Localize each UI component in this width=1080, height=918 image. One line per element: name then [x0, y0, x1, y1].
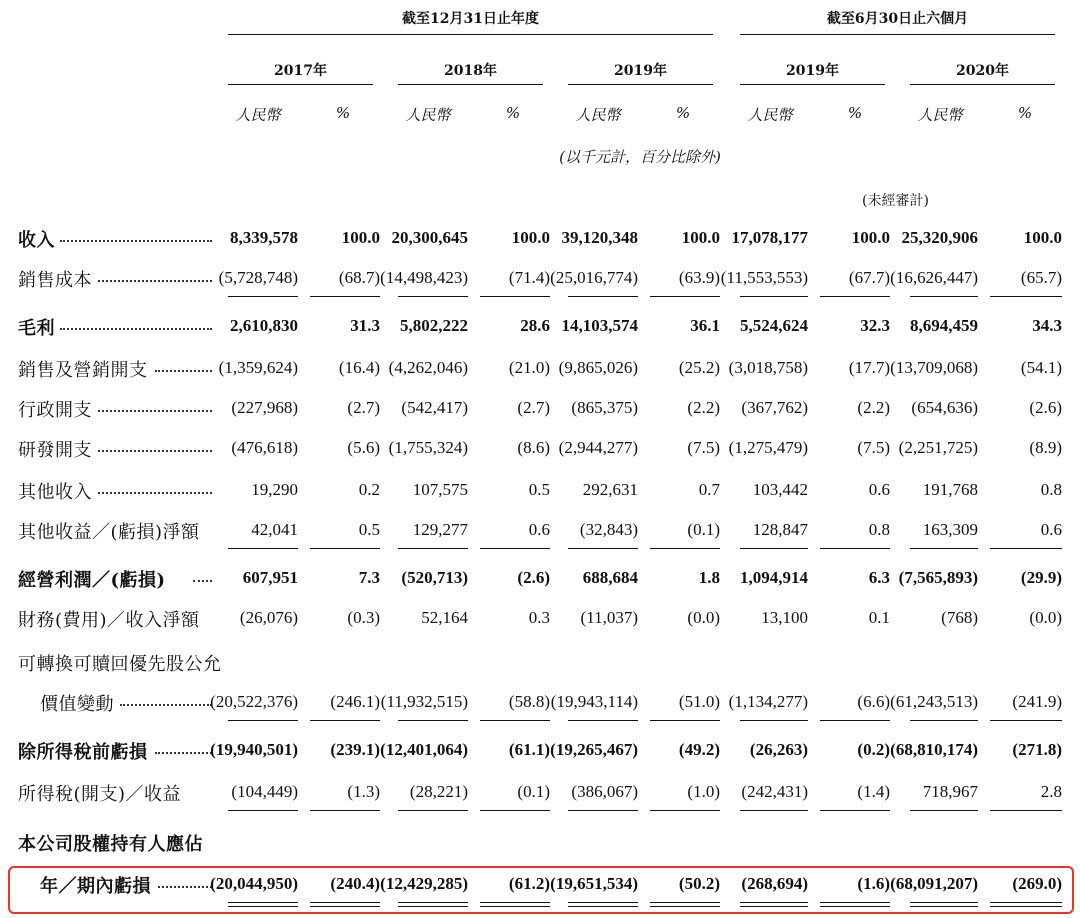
table-cell: 42,041	[251, 520, 298, 539]
table-cell: 0.8	[868, 520, 890, 539]
row-label: 毛利	[18, 318, 55, 339]
table-cell: (2.2)	[857, 398, 890, 417]
table-cell: 2.8	[1040, 782, 1062, 801]
subtotal-rule	[990, 810, 1062, 811]
subtotal-rule	[990, 720, 1062, 721]
row-label: 銷售及營銷開支	[18, 360, 148, 381]
unaudited-note: (未經審計)	[862, 193, 929, 209]
period-six-months-rule	[740, 34, 1055, 35]
table-cell: 0.5	[358, 520, 380, 539]
table-cell: 1.8	[698, 568, 720, 587]
table-cell: (11,037)	[580, 608, 638, 627]
highlight-box	[8, 866, 1074, 914]
table-cell: 129,277	[412, 520, 468, 539]
row-label: 年／期內虧損	[40, 876, 151, 897]
table-cell: (0.2)	[857, 740, 890, 759]
subtotal-rule	[740, 548, 808, 549]
table-cell: (17.7)	[848, 358, 890, 377]
table-cell: (16.4)	[338, 358, 380, 377]
row-label: 本公司股權持有人應佔	[18, 834, 203, 855]
table-cell: 100.0	[511, 228, 550, 247]
table-cell: (1.3)	[347, 782, 380, 801]
subtotal-rule	[228, 548, 298, 549]
table-cell: 17,078,177	[731, 228, 808, 247]
year-rule	[568, 84, 713, 85]
year-2017: 2017年	[274, 63, 327, 79]
table-cell: (5,728,748)	[218, 268, 298, 287]
table-cell: (2,944,277)	[558, 438, 638, 457]
table-cell: (6.6)	[857, 692, 890, 711]
percent-label: %	[847, 104, 863, 122]
subtotal-rule	[398, 810, 468, 811]
row-label: 研發開支	[18, 440, 92, 461]
table-cell: 0.3	[528, 608, 550, 627]
table-cell: (2.7)	[517, 398, 550, 417]
subtotal-rule	[910, 720, 978, 721]
table-cell: (51.0)	[678, 692, 720, 711]
table-cell: (1,755,324)	[388, 438, 468, 457]
subtotal-rule	[480, 296, 550, 297]
subtotal-rule	[228, 296, 298, 297]
table-cell: 25,320,906	[901, 228, 978, 247]
table-cell: (1.4)	[857, 782, 890, 801]
row-label: 其他收入	[18, 482, 92, 503]
table-cell: (240.4)	[330, 874, 380, 893]
table-cell: 128,847	[752, 520, 808, 539]
table-cell: (2.7)	[347, 398, 380, 417]
table-cell: (19,265,467)	[550, 740, 638, 759]
subtotal-rule	[480, 720, 550, 721]
table-cell: (0.0)	[687, 608, 720, 627]
table-cell: (19,940,501)	[210, 740, 298, 759]
year-2020: 2020年	[956, 63, 1009, 79]
table-cell: (68,091,207)	[890, 874, 978, 893]
table-cell: 19,290	[251, 480, 298, 499]
table-cell: 718,967	[922, 782, 978, 801]
table-cell: (3,018,758)	[728, 358, 808, 377]
period-annual-rule	[228, 34, 713, 35]
table-cell: (61.1)	[508, 740, 550, 759]
table-cell: (1,134,277)	[728, 692, 808, 711]
year-2019-annual: 2019年	[614, 63, 667, 79]
year-rule	[740, 84, 885, 85]
subtotal-rule	[568, 810, 638, 811]
subtotal-rule	[398, 296, 468, 297]
table-cell: (520,713)	[401, 568, 468, 587]
table-cell: 6.3	[868, 568, 890, 587]
table-cell: (61.2)	[508, 874, 550, 893]
table-cell: 28.6	[520, 316, 550, 335]
table-cell: (65.7)	[1020, 268, 1062, 287]
row-label: 銷售成本	[18, 270, 92, 291]
table-cell: (246.1)	[330, 692, 380, 711]
table-cell: (11,932,515)	[380, 692, 468, 711]
table-cell: (29.9)	[1020, 568, 1062, 587]
table-cell: (58.8)	[508, 692, 550, 711]
table-cell: (0.0)	[1029, 608, 1062, 627]
table-cell: 0.6	[528, 520, 550, 539]
table-cell: (14,498,423)	[380, 268, 468, 287]
table-cell: (8.9)	[1029, 438, 1062, 457]
table-cell: (227,968)	[231, 398, 298, 417]
subtotal-rule	[398, 720, 468, 721]
table-cell: (49.2)	[678, 740, 720, 759]
subtotal-rule	[310, 810, 380, 811]
table-cell: 191,768	[922, 480, 978, 499]
table-cell: (68.7)	[338, 268, 380, 287]
subtotal-rule	[820, 810, 890, 811]
subtotal-rule	[228, 720, 298, 721]
unit-note: (以千元計，百分比除外)	[559, 148, 721, 166]
table-cell: (2.2)	[687, 398, 720, 417]
table-cell: (12,401,064)	[380, 740, 468, 759]
year-rule	[228, 84, 373, 85]
table-cell: (865,375)	[571, 398, 638, 417]
subtotal-rule	[820, 548, 890, 549]
table-cell: 2,610,830	[230, 316, 298, 335]
table-cell: (271.8)	[1012, 740, 1062, 759]
table-cell: (0.3)	[347, 608, 380, 627]
table-cell: (2.6)	[1029, 398, 1062, 417]
subtotal-rule	[480, 548, 550, 549]
year-rule	[910, 84, 1055, 85]
percent-label: %	[1017, 104, 1033, 122]
table-cell: (1,359,624)	[218, 358, 298, 377]
table-cell: (654,636)	[911, 398, 978, 417]
subtotal-rule	[310, 720, 380, 721]
currency-label: 人民幣	[405, 106, 451, 124]
subtotal-rule	[910, 296, 978, 297]
table-cell: (0.1)	[687, 520, 720, 539]
table-cell: (104,449)	[231, 782, 298, 801]
table-cell: 0.6	[1040, 520, 1062, 539]
table-cell: (20,044,950)	[210, 874, 298, 893]
table-cell: (542,417)	[401, 398, 468, 417]
table-cell: (386,067)	[571, 782, 638, 801]
table-cell: (476,618)	[231, 438, 298, 457]
table-cell: (768)	[941, 608, 978, 627]
row-label: 所得稅(開支)／收益	[18, 784, 182, 805]
table-cell: 103,442	[752, 480, 808, 499]
table-cell: (8.6)	[517, 438, 550, 457]
table-cell: 8,339,578	[230, 228, 298, 247]
row-label: 除所得稅前虧損	[18, 742, 148, 763]
subtotal-rule	[228, 810, 298, 811]
table-cell: 100.0	[1023, 228, 1062, 247]
table-cell: (7,565,893)	[898, 568, 978, 587]
row-label: 價值變動	[40, 694, 114, 715]
table-cell: (71.4)	[508, 268, 550, 287]
subtotal-rule	[650, 548, 720, 549]
table-cell: 7.3	[358, 568, 380, 587]
table-cell: 688,684	[582, 568, 638, 587]
currency-label: 人民幣	[575, 106, 621, 124]
table-cell: (25.2)	[678, 358, 720, 377]
table-cell: (239.1)	[330, 740, 380, 759]
year-2019-six-months: 2019年	[786, 63, 839, 79]
table-cell: (25,016,774)	[550, 268, 638, 287]
row-label: 可轉換可贖回優先股公允	[18, 654, 222, 675]
percent-label: %	[335, 104, 351, 122]
subtotal-rule	[480, 810, 550, 811]
table-cell: 0.1	[868, 608, 890, 627]
subtotal-rule	[650, 296, 720, 297]
table-cell: (7.5)	[687, 438, 720, 457]
table-cell: (32,843)	[579, 520, 638, 539]
row-label: 收入	[18, 230, 55, 251]
table-cell: 39,120,348	[561, 228, 638, 247]
table-cell: (7.5)	[857, 438, 890, 457]
percent-label: %	[505, 104, 521, 122]
table-cell: 5,802,222	[400, 316, 468, 335]
table-cell: 20,300,645	[391, 228, 468, 247]
table-cell: 13,100	[761, 608, 808, 627]
table-cell: 14,103,574	[561, 316, 638, 335]
table-cell: (367,762)	[741, 398, 808, 417]
subtotal-rule	[740, 810, 808, 811]
table-cell: (2,251,725)	[898, 438, 978, 457]
table-cell: 52,164	[421, 608, 468, 627]
table-cell: 5,524,624	[740, 316, 808, 335]
table-cell: (68,810,174)	[890, 740, 978, 759]
table-cell: 8,694,459	[910, 316, 978, 335]
subtotal-rule	[650, 810, 720, 811]
period-six-months-header: 截至6月30日止六個月	[826, 11, 969, 27]
table-cell: 0.2	[358, 480, 380, 499]
row-label: 行政開支	[18, 400, 92, 421]
subtotal-rule	[310, 296, 380, 297]
table-cell: (4,262,046)	[388, 358, 468, 377]
table-cell: (268,694)	[741, 874, 808, 893]
percent-label: %	[675, 104, 691, 122]
subtotal-rule	[310, 548, 380, 549]
subtotal-rule	[568, 720, 638, 721]
row-label: 經營利潤／(虧損)	[18, 570, 166, 591]
table-cell: 100.0	[851, 228, 890, 247]
subtotal-rule	[740, 720, 808, 721]
subtotal-rule	[740, 296, 808, 297]
currency-label: 人民幣	[747, 106, 793, 124]
table-cell: 607,951	[242, 568, 298, 587]
row-label: 財務(費用)／收入淨額	[18, 610, 200, 631]
table-cell: (50.2)	[678, 874, 720, 893]
table-cell: 292,631	[582, 480, 638, 499]
table-cell: 1,094,914	[740, 568, 808, 587]
year-2018: 2018年	[444, 63, 497, 79]
table-cell: 34.3	[1032, 316, 1062, 335]
table-cell: 0.7	[698, 480, 720, 499]
subtotal-rule	[650, 720, 720, 721]
table-cell: (269.0)	[1012, 874, 1062, 893]
table-cell: (12,429,285)	[380, 874, 468, 893]
subtotal-rule	[820, 720, 890, 721]
table-cell: 31.3	[350, 316, 380, 335]
table-cell: (5.6)	[347, 438, 380, 457]
table-cell: (13,709,068)	[890, 358, 978, 377]
table-cell: (11,553,553)	[720, 268, 808, 287]
table-cell: (54.1)	[1020, 358, 1062, 377]
table-cell: (26,076)	[239, 608, 298, 627]
table-cell: 0.6	[868, 480, 890, 499]
table-cell: (19,651,534)	[550, 874, 638, 893]
table-cell: (61,243,513)	[890, 692, 978, 711]
table-cell: 163,309	[922, 520, 978, 539]
table-cell: (67.7)	[848, 268, 890, 287]
table-cell: 107,575	[412, 480, 468, 499]
table-cell: 100.0	[681, 228, 720, 247]
table-cell: 36.1	[690, 316, 720, 335]
table-cell: 0.8	[1040, 480, 1062, 499]
table-cell: (28,221)	[409, 782, 468, 801]
subtotal-rule	[990, 296, 1062, 297]
table-cell: (16,626,447)	[890, 268, 978, 287]
subtotal-rule	[568, 548, 638, 549]
currency-label: 人民幣	[235, 106, 281, 124]
subtotal-rule	[820, 296, 890, 297]
table-cell: 100.0	[341, 228, 380, 247]
table-cell: (2.6)	[517, 568, 550, 587]
table-cell: (242,431)	[741, 782, 808, 801]
table-cell: (26,263)	[749, 740, 808, 759]
table-cell: (1,275,479)	[728, 438, 808, 457]
subtotal-rule	[910, 810, 978, 811]
table-cell: (21.0)	[508, 358, 550, 377]
subtotal-rule	[398, 548, 468, 549]
subtotal-rule	[990, 548, 1062, 549]
table-cell: (0.1)	[517, 782, 550, 801]
period-annual-header: 截至12月31日止年度	[402, 11, 539, 27]
table-cell: (241.9)	[1012, 692, 1062, 711]
table-cell: (20,522,376)	[210, 692, 298, 711]
table-cell: (9,865,026)	[558, 358, 638, 377]
subtotal-rule	[910, 548, 978, 549]
table-cell: (63.9)	[678, 268, 720, 287]
table-cell: 0.5	[528, 480, 550, 499]
table-cell: (1.6)	[857, 874, 890, 893]
table-cell: (19,943,114)	[550, 692, 638, 711]
year-rule	[398, 84, 543, 85]
currency-label: 人民幣	[917, 106, 963, 124]
subtotal-rule	[568, 296, 638, 297]
table-cell: 32.3	[860, 316, 890, 335]
row-label: 其他收益／(虧損)淨額	[18, 522, 200, 543]
table-cell: (1.0)	[687, 782, 720, 801]
